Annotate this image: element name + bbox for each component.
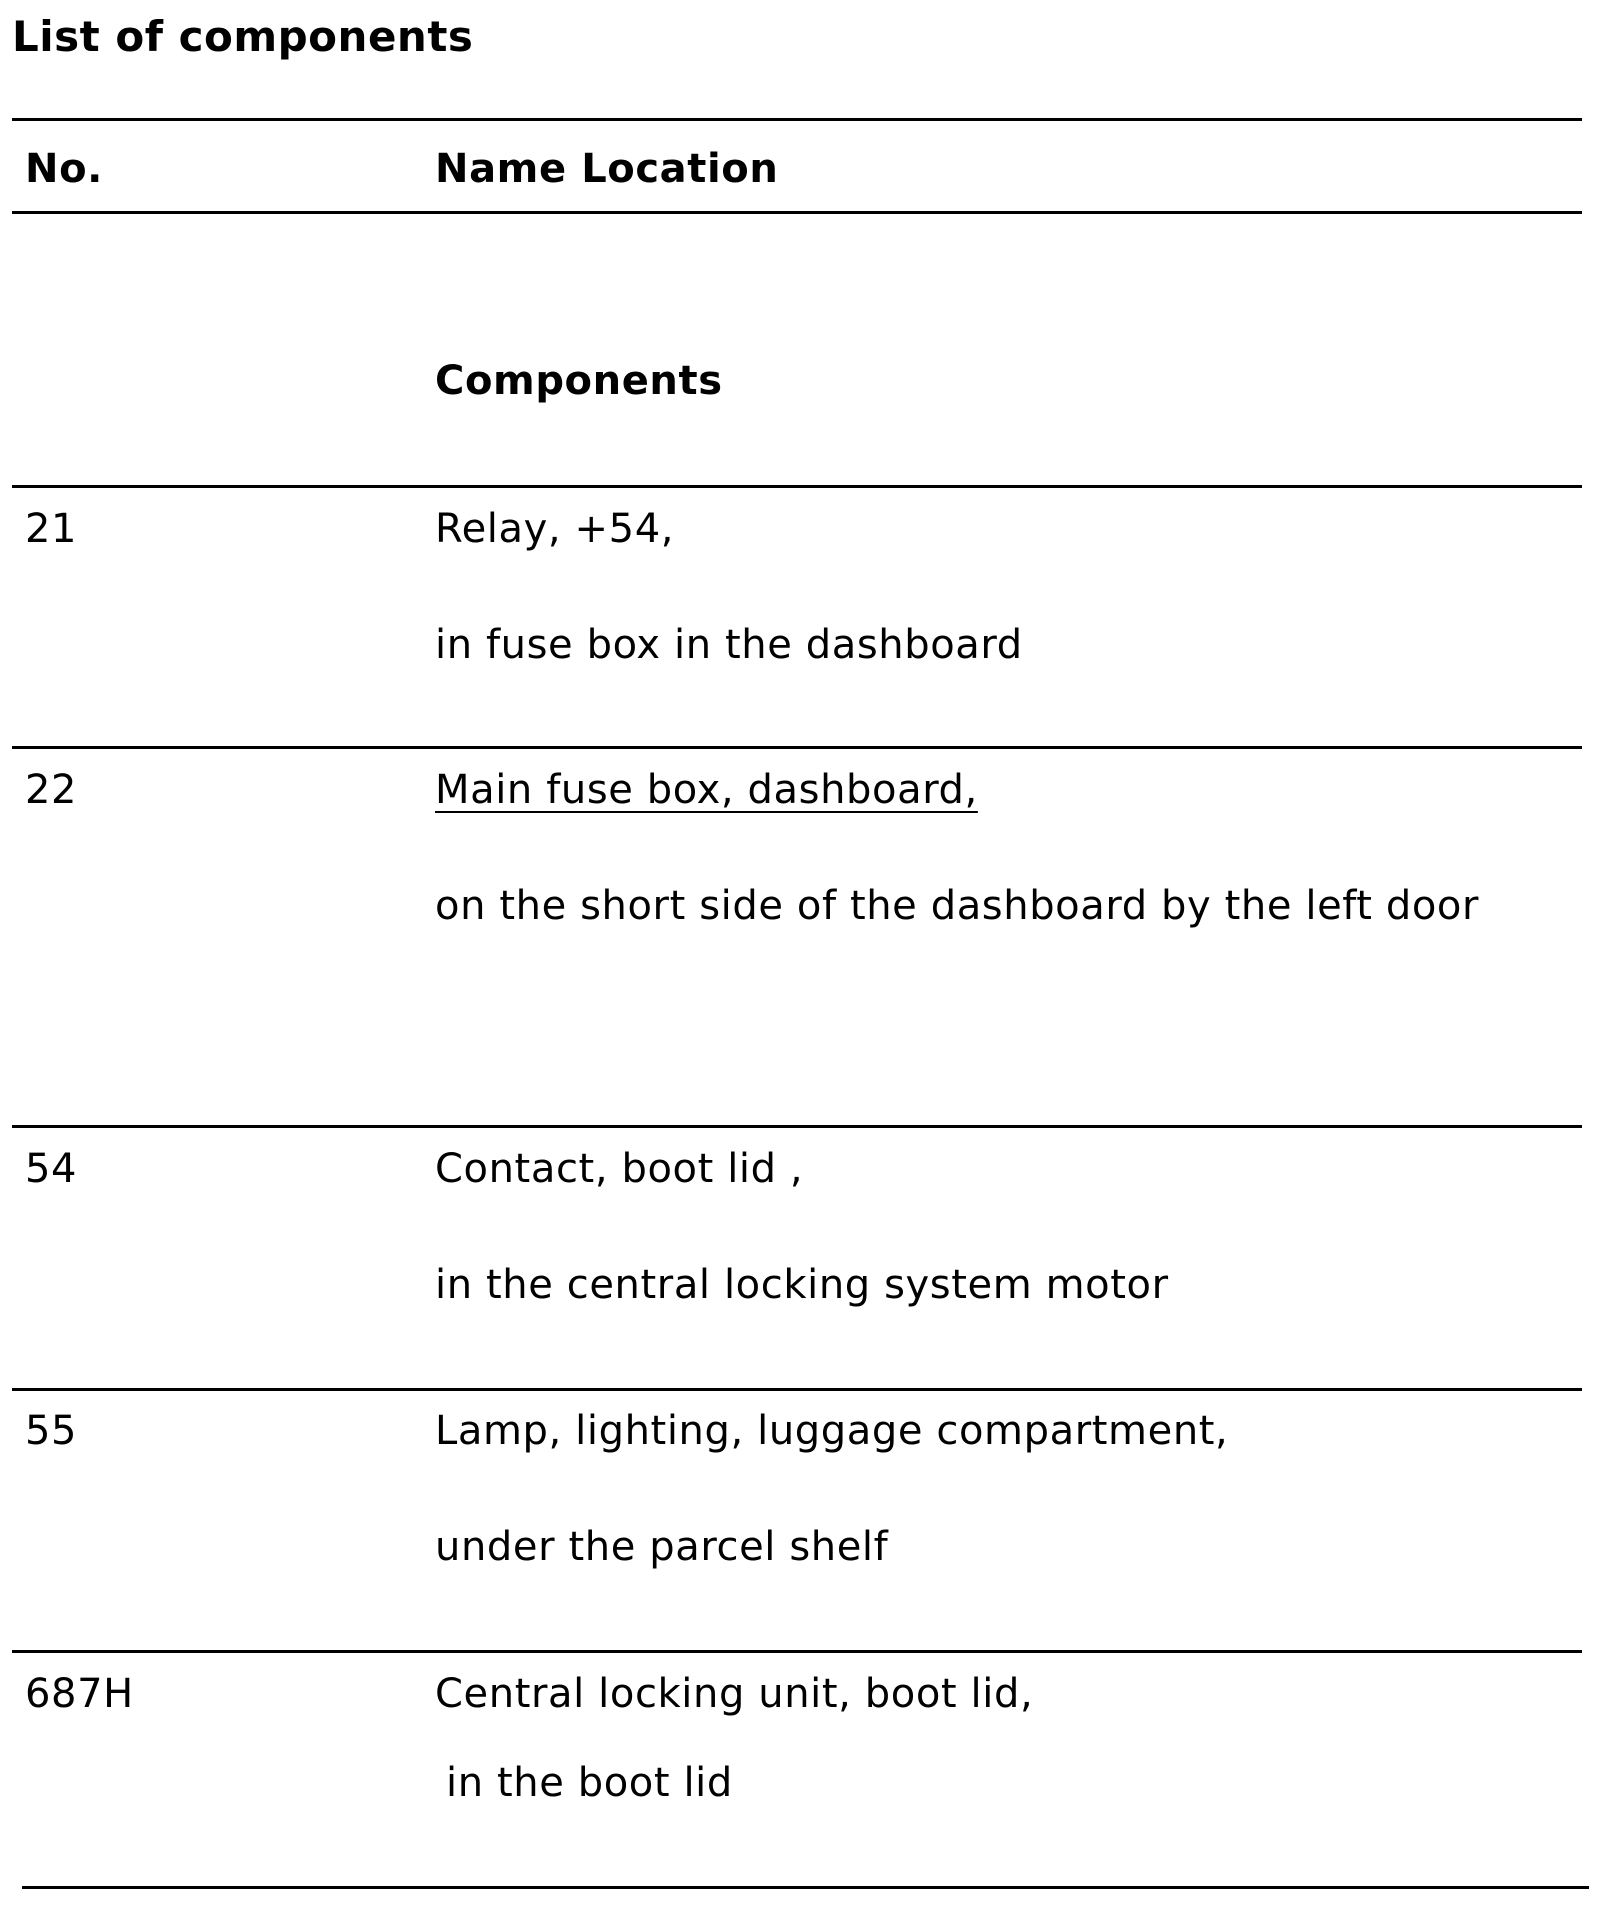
row-name: Lamp, lighting, luggage compartment,: [435, 1408, 1229, 1454]
row-name: Relay, +54,: [435, 506, 675, 552]
section-label: Components: [435, 358, 723, 404]
document-title: List of components: [12, 12, 474, 61]
header-top-rule: [12, 118, 1582, 121]
table-bottom-rule: [22, 1886, 1589, 1889]
row-location: in fuse box in the dashboard: [435, 622, 1023, 668]
row-number: 22: [25, 767, 78, 813]
row-divider: [12, 1125, 1582, 1128]
row-number: 55: [25, 1408, 78, 1454]
row-name: Contact, boot lid ,: [435, 1146, 804, 1192]
row-divider: [12, 485, 1582, 488]
header-bottom-rule: [12, 211, 1582, 214]
row-location: on the short side of the dashboard by the left door: [435, 883, 1480, 929]
row-name: Main fuse box, dashboard,: [435, 767, 978, 813]
row-name: Central locking unit, boot lid,: [435, 1671, 1034, 1717]
row-divider: [12, 1388, 1582, 1391]
row-location: in the boot lid: [446, 1760, 733, 1806]
header-no: No.: [25, 146, 103, 192]
row-number: 54: [25, 1146, 78, 1192]
row-divider: [12, 1650, 1582, 1653]
row-number: 687H: [25, 1671, 134, 1717]
header-name-location: Name Location: [435, 146, 779, 192]
row-location: in the central locking system motor: [435, 1262, 1169, 1308]
row-location: under the parcel shelf: [435, 1524, 889, 1570]
row-number: 21: [25, 506, 78, 552]
row-divider: [12, 746, 1582, 749]
